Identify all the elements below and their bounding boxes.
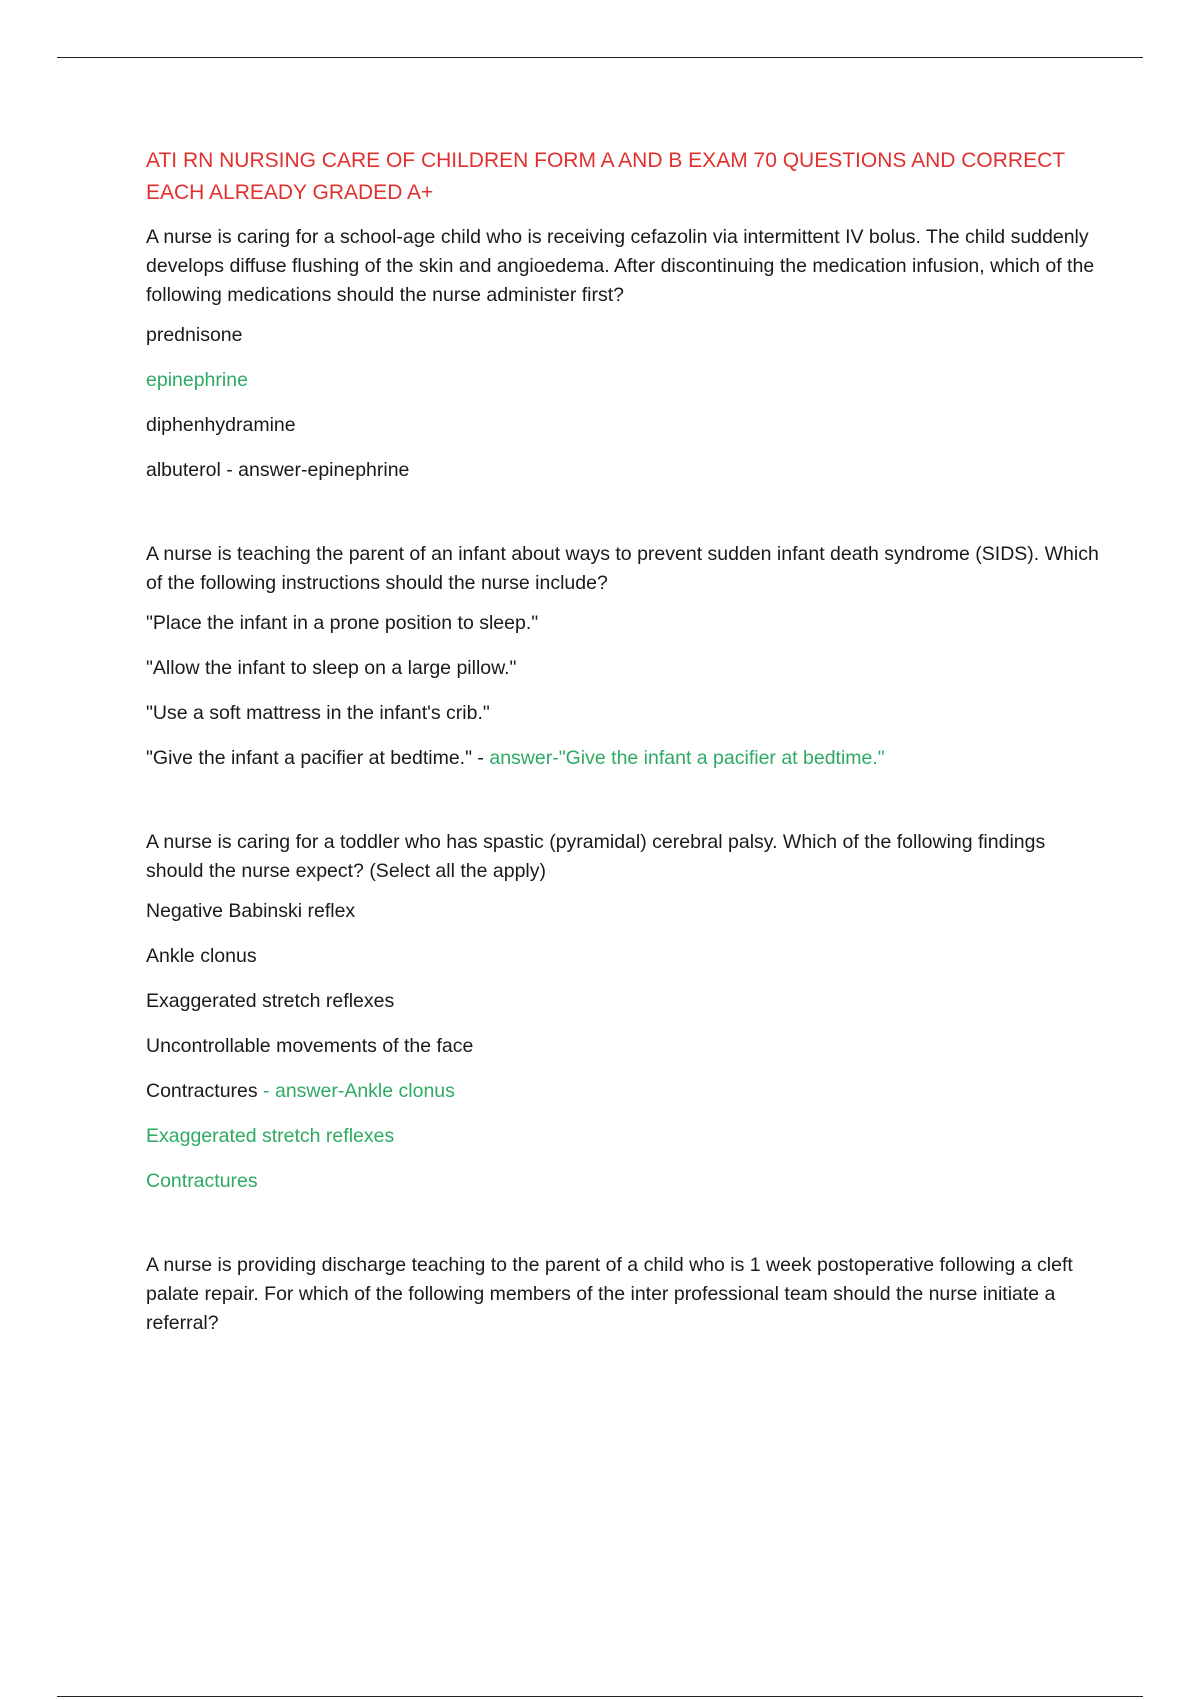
question-3-option-2: Ankle clonus (146, 945, 257, 967)
question-3-option-5 (146, 1078, 1101, 1105)
question-1-option-4: albuterol - answer-epinephrine (146, 459, 410, 481)
bottom-rule (57, 1696, 1143, 1697)
question-2-option-4-text: "Give the infant a pacifier at bedtime." - (146, 747, 490, 769)
question-2 (146, 540, 1101, 772)
question-1-option-2-correct: epinephrine (146, 369, 248, 391)
question-3-option-4: Uncontrollable movements of the face (146, 1035, 474, 1057)
question-2-answer: answer-"Give the infant a pacifier at bedtime." (489, 747, 885, 769)
question-3-answer-line-1: Exaggerated stretch reflexes (146, 1125, 395, 1147)
question-3-option-1: Negative Babinski reflex (146, 900, 356, 922)
question-2-text: A nurse is teaching the parent of an infant about ways to prevent sudden infant death syndrome (SIDS). Which of the following instructions should the nurse include? (146, 543, 1099, 594)
question-1-text: A nurse is caring for a school-age child who is receiving cefazolin via intermittent IV bolus. The child suddenly develops diffuse flushing of the skin and angioedema. After discontinuing the medication infusion, which of the following medications should the nurse administer first? (146, 226, 1095, 306)
question-3-answer-line-2: Contractures (146, 1170, 258, 1192)
question-1-option-3: diphenhydramine (146, 414, 296, 436)
question-3-answer-inline: - answer-Ankle clonus (257, 1080, 455, 1102)
document-body (146, 145, 1101, 1394)
question-4 (146, 1251, 1101, 1338)
question-2-option-1: "Place the infant in a prone position to sleep." (146, 612, 539, 634)
question-2-option-4 (146, 745, 1101, 772)
question-1-option-1: prednisone (146, 324, 243, 346)
top-rule (57, 57, 1143, 58)
question-3-option-5-text: Contractures (146, 1080, 258, 1102)
question-3-text: A nurse is caring for a toddler who has spastic (pyramidal) cerebral palsy. Which of the following findings should the nurse expect? (Select all the apply) (146, 831, 1046, 882)
question-1 (146, 223, 1101, 484)
document-title: ATI RN NURSING CARE OF CHILDREN FORM A AND B EXAM 70 QUESTIONS AND CORRECT EACH ALREADY GRADED A+ (146, 149, 1065, 204)
question-3-option-3: Exaggerated stretch reflexes (146, 990, 395, 1012)
question-3 (146, 828, 1101, 1195)
question-2-option-3: "Use a soft mattress in the infant's crib." (146, 702, 490, 724)
question-2-option-2: "Allow the infant to sleep on a large pillow." (146, 657, 517, 679)
question-4-text: A nurse is providing discharge teaching to the parent of a child who is 1 week postoperative following a cleft palate repair. For which of the following members of the inter professional team should the nurse initiate a referral? (146, 1254, 1073, 1334)
